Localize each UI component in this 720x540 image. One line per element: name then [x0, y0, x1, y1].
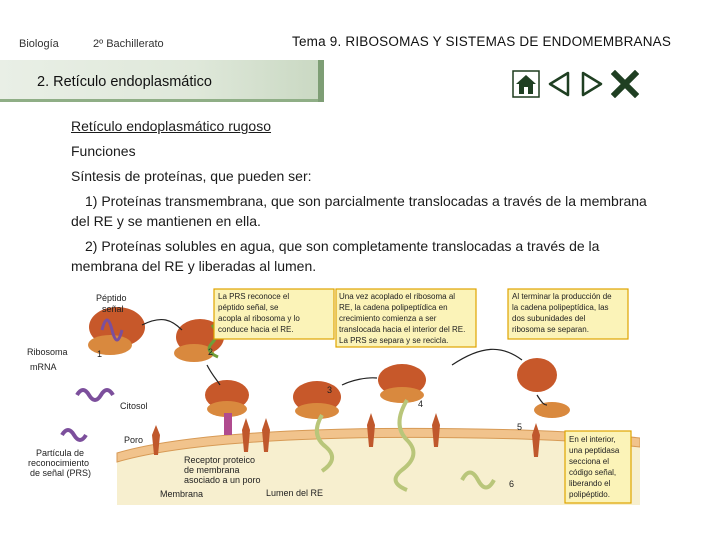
close-button[interactable] — [611, 70, 639, 98]
ribosome-3 — [205, 380, 249, 435]
box2-line-4: translocada hacia el interior del RE. — [339, 325, 466, 334]
label-receptor-1: Receptor proteico — [184, 455, 256, 465]
box2-line-2: RE, la cadena polipeptídica en — [339, 303, 448, 312]
box4-line-6: polipéptido. — [569, 490, 610, 499]
topic-title — [292, 34, 671, 49]
box2-line-3: crecimiento comienza a ser — [339, 314, 437, 323]
box1-line-2: péptido señal, se — [218, 303, 279, 312]
label-ribosome: Ribosoma — [27, 347, 68, 357]
functions-label: Funciones — [71, 143, 136, 159]
callout-box-4 — [565, 431, 631, 503]
mrna-strand-lower — [62, 430, 86, 440]
home-button[interactable] — [512, 70, 540, 98]
label-membrane: Membrana — [160, 489, 204, 499]
callout-box-2 — [336, 289, 476, 347]
callout-box-1 — [214, 289, 334, 339]
label-signal: señal — [102, 304, 124, 314]
box4-line-1: En el interior, — [569, 435, 616, 444]
step-3: 3 — [327, 385, 333, 395]
previous-button[interactable] — [545, 70, 573, 98]
topic-name: RIBOSOMAS Y SISTEMAS DE ENDOMEMBRANAS — [345, 34, 672, 49]
intro-text: Síntesis de proteínas, que pueden ser: — [71, 168, 312, 184]
item-2-text: 2) Proteínas solubles en agua, que son completamente translocadas a través de la membrana del RE y liberadas al lumen. — [71, 238, 600, 274]
box4-line-2: una peptidasa — [569, 446, 620, 455]
item-1 — [71, 191, 661, 231]
ribosome-1 — [88, 307, 145, 355]
content-text — [71, 116, 661, 281]
label-srp-3: de señal (PRS) — [30, 468, 92, 478]
box4-line-3: secciona el — [569, 457, 610, 466]
label-srp-2: reconocimiento — [28, 458, 90, 468]
box1-line-3: acopla al ribosoma y lo — [218, 314, 300, 323]
navigation-buttons — [512, 70, 639, 98]
subject-label: Biología — [19, 38, 59, 50]
er-protein-translocation-diagram — [22, 285, 640, 505]
label-cytosol: Citosol — [120, 401, 148, 411]
label-mrna: mRNA — [30, 362, 57, 372]
box4-line-5: liberando el — [569, 479, 611, 488]
close-x-icon — [611, 70, 639, 98]
section-bar-edge — [318, 60, 324, 102]
label-srp-1: Partícula de — [36, 448, 85, 458]
box2-line-5: La PRS se separa y se recicla. — [339, 336, 449, 345]
item-2 — [71, 236, 661, 276]
box3-line-3: dos subunidades del — [512, 314, 586, 323]
box1-line-1: La PRS reconoce el — [218, 292, 290, 301]
box4-line-4: código señal, — [569, 468, 617, 477]
topic-prefix: Tema 9. — [292, 34, 346, 49]
box1-line-4: conduce hacia el RE. — [218, 325, 294, 334]
triangle-right-icon — [579, 70, 605, 98]
step-6: 6 — [509, 479, 515, 489]
ribosome-subunits — [517, 358, 570, 418]
label-receptor-3: asociado a un poro — [184, 475, 261, 485]
step-4: 4 — [418, 399, 424, 409]
label-peptide: Péptido — [96, 293, 127, 303]
step-5: 5 — [517, 422, 523, 432]
section-title: 2. Retículo endoplasmático — [37, 74, 212, 90]
box2-line-1: Una vez acoplado el ribosoma al — [339, 292, 456, 301]
label-receptor-2: de membrana — [184, 465, 240, 475]
step-2: 2 — [208, 347, 214, 357]
box3-line-1: Al terminar la producción de — [512, 292, 612, 301]
box3-line-4: ribosoma se separan. — [512, 325, 589, 334]
triangle-left-icon — [546, 70, 572, 98]
item-1-text: 1) Proteínas transmembrana, que son parcialmente translocadas a través de la membrana del RE y se mantienen en ella. — [71, 193, 647, 229]
next-button[interactable] — [578, 70, 606, 98]
step-1: 1 — [97, 349, 103, 359]
callout-box-3 — [508, 289, 628, 339]
label-lumen: Lumen del RE — [266, 488, 324, 498]
label-pore: Poro — [124, 435, 144, 445]
course-label: 2º Bachillerato — [93, 38, 164, 50]
mrna-strand-left — [77, 390, 113, 400]
box3-line-2: la cadena polipeptídica, las — [512, 303, 609, 312]
subsection-title: Retículo endoplasmático rugoso — [71, 118, 272, 134]
home-icon — [512, 70, 540, 98]
